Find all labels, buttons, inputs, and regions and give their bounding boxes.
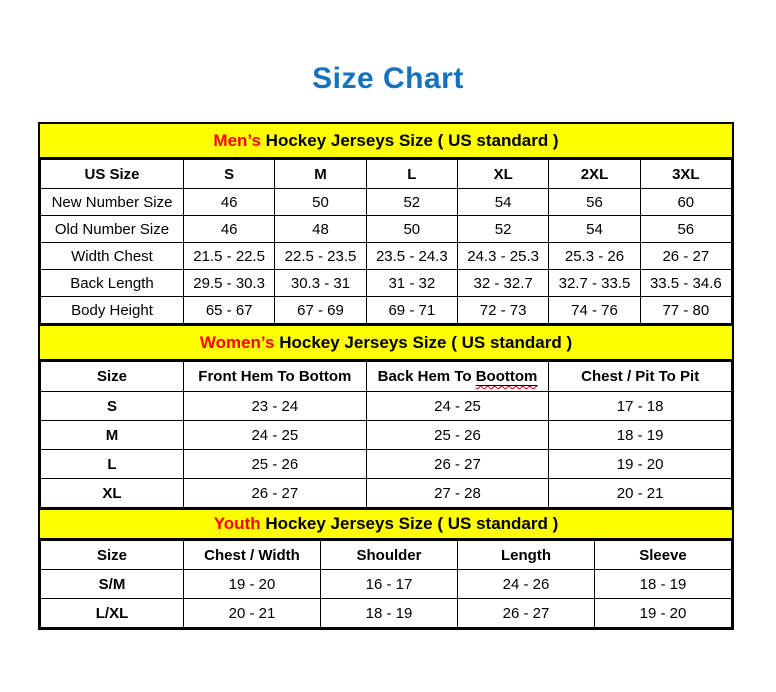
womens-banner-highlight: Women’s bbox=[199, 332, 275, 352]
data-cell: 27 - 28 bbox=[366, 479, 549, 508]
data-cell: 18 - 19 bbox=[549, 421, 732, 450]
data-cell: 30.3 - 31 bbox=[275, 270, 366, 297]
column-header: L bbox=[366, 160, 457, 189]
data-cell: 72 - 73 bbox=[457, 297, 548, 324]
data-cell: 50 bbox=[275, 189, 366, 216]
data-cell: 20 - 21 bbox=[184, 599, 321, 628]
data-cell: 22.5 - 23.5 bbox=[275, 243, 366, 270]
data-cell: 26 - 27 bbox=[458, 599, 595, 628]
data-cell: 29.5 - 30.3 bbox=[184, 270, 275, 297]
section-womens bbox=[40, 324, 732, 508]
mens-size-table bbox=[40, 159, 732, 324]
section-youth bbox=[40, 508, 732, 628]
size-chart bbox=[38, 122, 734, 630]
header-row bbox=[41, 160, 732, 189]
data-cell: 56 bbox=[549, 189, 640, 216]
table-row bbox=[41, 392, 732, 421]
data-cell: 19 - 20 bbox=[595, 599, 732, 628]
data-cell: 23.5 - 24.3 bbox=[366, 243, 457, 270]
column-header: Chest / Pit To Pit bbox=[549, 362, 732, 392]
table-row bbox=[41, 243, 732, 270]
table-row bbox=[41, 421, 732, 450]
row-label: L/XL bbox=[41, 599, 184, 628]
data-cell: 50 bbox=[366, 216, 457, 243]
page-title: Size Chart bbox=[312, 62, 464, 95]
table-row bbox=[41, 479, 732, 508]
column-header: Back Hem To Boottom bbox=[366, 362, 549, 392]
column-header: XL bbox=[457, 160, 548, 189]
data-cell: 67 - 69 bbox=[275, 297, 366, 324]
data-cell: 56 bbox=[640, 216, 731, 243]
section-mens bbox=[40, 124, 732, 324]
column-header: 3XL bbox=[640, 160, 731, 189]
youth-size-table bbox=[40, 540, 732, 628]
data-cell: 65 - 67 bbox=[184, 297, 275, 324]
header-row bbox=[41, 362, 732, 392]
womens-size-table bbox=[40, 361, 732, 508]
column-header: 2XL bbox=[549, 160, 640, 189]
column-header: M bbox=[275, 160, 366, 189]
data-cell: 17 - 18 bbox=[549, 392, 732, 421]
row-label: Old Number Size bbox=[41, 216, 184, 243]
data-cell: 24 - 26 bbox=[458, 570, 595, 599]
row-label: Back Length bbox=[41, 270, 184, 297]
data-cell: 18 - 19 bbox=[321, 599, 458, 628]
data-cell: 20 - 21 bbox=[549, 479, 732, 508]
mens-banner-highlight: Men’s bbox=[213, 130, 261, 150]
row-label: L bbox=[41, 450, 184, 479]
data-cell: 54 bbox=[549, 216, 640, 243]
data-cell: 26 - 27 bbox=[184, 479, 367, 508]
row-label: XL bbox=[41, 479, 184, 508]
data-cell: 60 bbox=[640, 189, 731, 216]
table-row bbox=[41, 216, 732, 243]
data-cell: 24 - 25 bbox=[184, 421, 367, 450]
table-row bbox=[41, 270, 732, 297]
data-cell: 69 - 71 bbox=[366, 297, 457, 324]
data-cell: 52 bbox=[366, 189, 457, 216]
youth-banner-highlight: Youth bbox=[213, 514, 261, 533]
column-header: Shoulder bbox=[321, 541, 458, 570]
row-label: Width Chest bbox=[41, 243, 184, 270]
column-header: Front Hem To Bottom bbox=[184, 362, 367, 392]
data-cell: 24 - 25 bbox=[366, 392, 549, 421]
header-row bbox=[41, 541, 732, 570]
table-row bbox=[41, 189, 732, 216]
data-cell: 21.5 - 22.5 bbox=[184, 243, 275, 270]
youth-banner bbox=[40, 508, 732, 540]
data-cell: 48 bbox=[275, 216, 366, 243]
womens-banner-text: Hockey Jerseys Size ( US standard ) bbox=[274, 332, 573, 352]
data-cell: 24.3 - 25.3 bbox=[457, 243, 548, 270]
table-row bbox=[41, 570, 732, 599]
row-label: New Number Size bbox=[41, 189, 184, 216]
table-row bbox=[41, 599, 732, 628]
data-cell: 19 - 20 bbox=[184, 570, 321, 599]
column-header: S bbox=[184, 160, 275, 189]
column-header: Size bbox=[41, 541, 184, 570]
row-label: Body Height bbox=[41, 297, 184, 324]
misspelled-word-squiggle: Boottom bbox=[475, 368, 538, 385]
data-cell: 26 - 27 bbox=[640, 243, 731, 270]
data-cell: 54 bbox=[457, 189, 548, 216]
data-cell: 25 - 26 bbox=[366, 421, 549, 450]
data-cell: 46 bbox=[184, 216, 275, 243]
data-cell: 23 - 24 bbox=[184, 392, 367, 421]
data-cell: 32.7 - 33.5 bbox=[549, 270, 640, 297]
mens-banner-text: Hockey Jerseys Size ( US standard ) bbox=[260, 130, 559, 150]
youth-banner-text: Hockey Jerseys Size ( US standard ) bbox=[260, 514, 559, 533]
row-label: S/M bbox=[41, 570, 184, 599]
row-label: S bbox=[41, 392, 184, 421]
data-cell: 77 - 80 bbox=[640, 297, 731, 324]
data-cell: 18 - 19 bbox=[595, 570, 732, 599]
column-header: Chest / Width bbox=[184, 541, 321, 570]
data-cell: 31 - 32 bbox=[366, 270, 457, 297]
mens-banner bbox=[40, 124, 732, 159]
data-cell: 16 - 17 bbox=[321, 570, 458, 599]
data-cell: 32 - 32.7 bbox=[457, 270, 548, 297]
womens-banner bbox=[40, 324, 732, 361]
column-header: Size bbox=[41, 362, 184, 392]
table-row bbox=[41, 450, 732, 479]
data-cell: 33.5 - 34.6 bbox=[640, 270, 731, 297]
column-header: Sleeve bbox=[595, 541, 732, 570]
data-cell: 25.3 - 26 bbox=[549, 243, 640, 270]
column-header: US Size bbox=[41, 160, 184, 189]
data-cell: 52 bbox=[457, 216, 548, 243]
table-row bbox=[41, 297, 732, 324]
data-cell: 74 - 76 bbox=[549, 297, 640, 324]
data-cell: 46 bbox=[184, 189, 275, 216]
column-header: Length bbox=[458, 541, 595, 570]
data-cell: 25 - 26 bbox=[184, 450, 367, 479]
row-label: M bbox=[41, 421, 184, 450]
data-cell: 19 - 20 bbox=[549, 450, 732, 479]
data-cell: 26 - 27 bbox=[366, 450, 549, 479]
